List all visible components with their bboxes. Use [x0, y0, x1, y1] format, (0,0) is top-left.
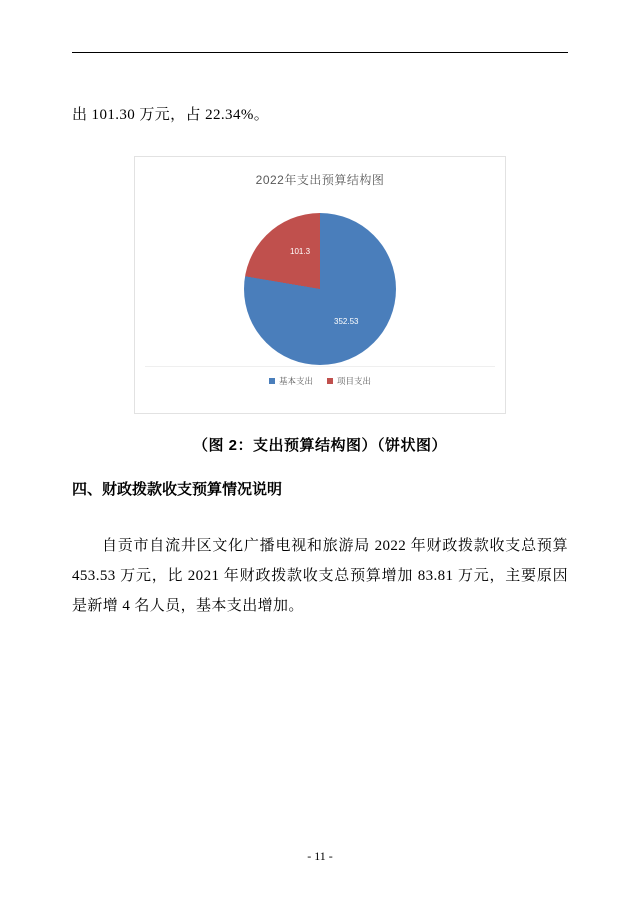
- chart-legend: [135, 375, 505, 387]
- header-rule: [72, 52, 568, 53]
- legend-swatch-icon: [269, 378, 275, 384]
- figure-caption: （图 2：支出预算结构图）（饼状图）: [192, 437, 447, 454]
- pie-area: [135, 209, 505, 369]
- page-content: [72, 100, 568, 621]
- legend-swatch-icon: [327, 378, 333, 384]
- pie-shape: [244, 213, 396, 365]
- pie-slice-label-project: 101.3: [290, 247, 311, 256]
- pie-slice-label-basic: 352.53: [334, 317, 359, 326]
- page-number: - 11 -: [307, 849, 333, 863]
- chart-title: 2022年支出预算结构图: [255, 173, 385, 187]
- figure-container: [72, 156, 568, 414]
- section-heading: 四、财政拨款收支预算情况说明: [72, 481, 283, 498]
- pie-chart: [134, 156, 506, 414]
- legend-item-project: [327, 375, 371, 387]
- legend-label-project: 项目支出: [337, 376, 372, 386]
- top-paragraph: 出 101.30 万元，占 22.34%。: [72, 107, 270, 123]
- legend-label-basic: 基本支出: [278, 376, 313, 386]
- legend-divider: [145, 366, 495, 367]
- section-paragraph: 自贡市自流井区文化广播电视和旅游局 2022 年财政拨款收支总预算 453.53 万元，比 2021 年财政拨款收支总预算增加 83.81 万元，主要原因是新增 4 名人员，基本支出增加。: [72, 538, 568, 614]
- legend-item-basic: [269, 375, 313, 387]
